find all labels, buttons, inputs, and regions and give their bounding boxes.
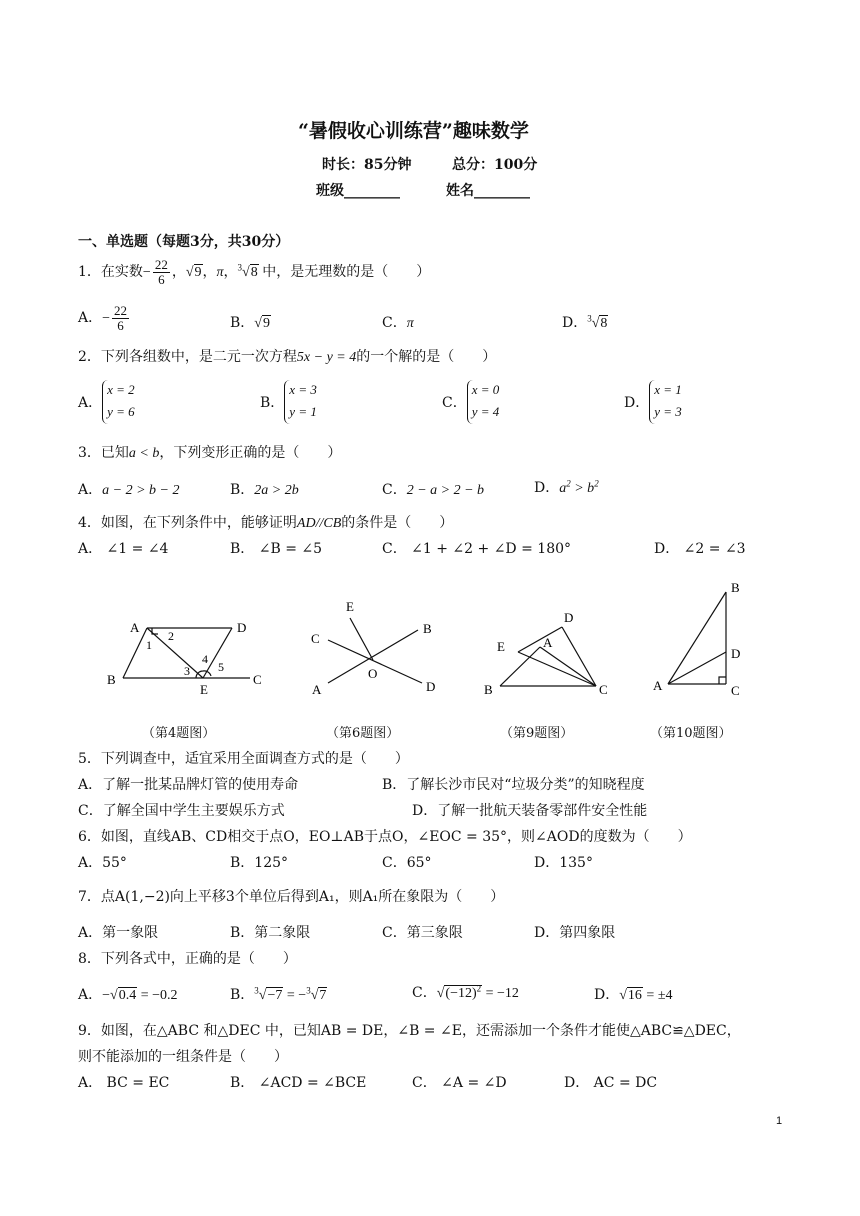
fig4-angle-2: 2	[168, 629, 174, 643]
line-dc	[562, 627, 596, 686]
fig6-label-d: D	[426, 679, 436, 694]
q3-option-b[interactable]: B．2a > 2b	[230, 482, 299, 498]
fig4-label-b: B	[107, 672, 116, 687]
fig4-angle-4: 4	[202, 652, 208, 666]
exam-duration: 时长：85分钟	[322, 157, 412, 173]
page-title: “暑假收心训练营”趣味数学	[298, 120, 529, 142]
fig9-label-d: D	[564, 610, 574, 625]
right-angle-mark	[719, 677, 726, 684]
q4-option-b[interactable]: B． ∠B = ∠5	[230, 541, 323, 557]
caption-fig6: （第6题图）	[326, 726, 400, 741]
q9-option-c[interactable]: C． ∠A = ∠D	[412, 1075, 507, 1091]
fig6-label-e: E	[346, 599, 354, 614]
q9-option-d[interactable]: D． AC = DC	[564, 1075, 658, 1091]
fig10-label-a: A	[653, 678, 663, 693]
caption-fig4: （第4题图）	[142, 726, 216, 741]
q9-option-b[interactable]: B． ∠ACD = ∠BCE	[230, 1075, 367, 1091]
q3-option-a[interactable]: A．a − 2 > b − 2	[78, 482, 180, 498]
q9-option-a[interactable]: A． BC = EC	[78, 1075, 170, 1091]
fig9-label-b: B	[484, 682, 493, 697]
question-3: 3．已知a < b，下列变形正确的是（ ）	[78, 445, 342, 461]
page-number: 1	[776, 1115, 783, 1127]
line-ac	[540, 647, 596, 686]
figure-10	[668, 592, 726, 684]
fig4-label-c: C	[253, 672, 262, 687]
caption-fig9: （第9题图）	[500, 726, 574, 741]
fig10-label-b: B	[731, 580, 740, 595]
fig4-label-d: D	[237, 620, 247, 635]
question-4: 4．如图，在下列条件中，能够证明AD//CB的条件是（ ）	[78, 515, 454, 531]
q1-option-c[interactable]: C．π	[382, 315, 414, 331]
line-eo	[350, 618, 373, 660]
line-ab	[668, 592, 726, 684]
fig4-label-a: A	[130, 620, 140, 635]
q4-option-c[interactable]: C． ∠1 + ∠2 + ∠D = 180°	[382, 541, 572, 557]
q5-option-d[interactable]: D．了解一批航天装备零部件安全性能	[412, 803, 648, 819]
q5-option-a[interactable]: A．了解一批某品牌灯管的使用寿命	[78, 777, 299, 793]
section-heading: 一、单选题（每题3分，共30分）	[78, 234, 290, 250]
question-5: 5．下列调查中，适宜采用全面调查方式的是（ ）	[78, 751, 409, 767]
q1-option-b[interactable]: B．√9	[230, 315, 270, 331]
caption-fig10: （第10题图）	[650, 726, 732, 741]
q2-equation: 5x − y = 4	[296, 350, 357, 365]
q1-option-d[interactable]: D．$^3$√8	[562, 313, 608, 331]
question-9: 9．如图，在△ABC 和△DEC 中，已知AB = DE，∠B = ∠E，还需添加一个条件才能使△ABC≌△DEC，	[78, 1023, 741, 1039]
fig6-label-o: O	[368, 666, 378, 681]
q2-option-b[interactable]: B．x = 3 y = 1	[260, 380, 317, 424]
fig6-label-b: B	[423, 621, 432, 636]
question-2: 2．下列各组数中，是二元一次方程5x − y = 4的一个解的是（ ）	[78, 349, 497, 365]
fig9-label-a: A	[543, 635, 553, 650]
q6-option-a[interactable]: A．55°	[78, 855, 127, 871]
line-ab	[123, 628, 147, 678]
q3-option-d[interactable]: D．$a^2 > b^2$	[534, 478, 599, 496]
question-8: 8．下列各式中，正确的是（ ）	[78, 951, 297, 967]
line-ad	[668, 652, 726, 684]
fig6-label-c: C	[311, 631, 320, 646]
q7-option-a[interactable]: A．第一象限	[78, 925, 159, 941]
q8-option-a[interactable]: A．−√0.4 = −0.2	[78, 987, 178, 1003]
fig9-label-e: E	[497, 639, 505, 654]
line-ed	[518, 627, 562, 652]
q5-option-c[interactable]: C．了解全国中学生主要娱乐方式	[78, 803, 285, 819]
fraction: $\frac{22}{6}$	[154, 257, 168, 287]
fig10-label-c: C	[731, 683, 740, 698]
q1-tail: 中，是无理数的是（ ）	[262, 264, 431, 281]
q1-option-a[interactable]: A．− $\frac{22}{6}$	[78, 303, 128, 333]
q6-option-d[interactable]: D．135°	[534, 855, 593, 871]
q2-option-d[interactable]: D．x = 1 y = 3	[624, 380, 682, 424]
q8-option-d[interactable]: D．√16 = ±4	[594, 987, 673, 1003]
question-6: 6．如图，直线AB、CD相交于点O，EO⊥AB于点O，∠EOC = 35°，则∠AOD的度数为（ ）	[78, 829, 692, 845]
line-ec	[518, 652, 596, 686]
q3-option-c[interactable]: C．2 − a > 2 − b	[382, 482, 485, 498]
fig10-label-d: D	[731, 646, 741, 661]
line-ae	[147, 628, 203, 678]
q6-option-b[interactable]: B．125°	[230, 855, 289, 871]
q7-option-d[interactable]: D．第四象限	[534, 925, 616, 941]
q7-option-b[interactable]: B．第二象限	[230, 925, 311, 941]
fig4-label-e: E	[200, 682, 208, 697]
question-1: 1．在实数− $\frac{22}{6}$ ，√9，π，$^3$√8 中，是无理数的是（ ）	[78, 257, 431, 287]
name-field[interactable]: 姓名________	[446, 183, 530, 199]
question-7: 7．点A(1,−2)向上平移3个单位后得到A₁，则A₁所在象限为（ ）	[78, 889, 505, 905]
figures-area	[0, 570, 860, 710]
q1-text: 1．在实数	[78, 264, 143, 281]
fig9-label-c: C	[599, 682, 608, 697]
fig6-label-a: A	[312, 682, 322, 697]
exam-total-score: 总分：100分	[452, 157, 538, 173]
fig4-angle-1: 1	[146, 638, 152, 652]
fig4-angle-3: 3	[184, 664, 190, 678]
class-field[interactable]: 班级________	[316, 183, 400, 199]
q8-option-b[interactable]: B．$^3$√−7 = −$^3$√7	[230, 985, 327, 1003]
question-9-cont: 则不能添加的一组条件是（ ）	[78, 1049, 288, 1065]
q2-option-a[interactable]: A．x = 2 y = 6	[78, 380, 135, 424]
q8-option-c[interactable]: C．$√(-12)^2 = -12$	[412, 983, 519, 1001]
q5-option-b[interactable]: B．了解长沙市民对“垃圾分类”的知晓程度	[382, 777, 645, 793]
q2-option-c[interactable]: C．x = 0 y = 4	[442, 380, 499, 424]
q4-option-d[interactable]: D． ∠2 = ∠3	[654, 541, 746, 557]
fig4-angle-5: 5	[218, 660, 224, 674]
q6-option-c[interactable]: C．65°	[382, 855, 432, 871]
q4-option-a[interactable]: A． ∠1 = ∠4	[78, 541, 169, 557]
q7-option-c[interactable]: C．第三象限	[382, 925, 463, 941]
